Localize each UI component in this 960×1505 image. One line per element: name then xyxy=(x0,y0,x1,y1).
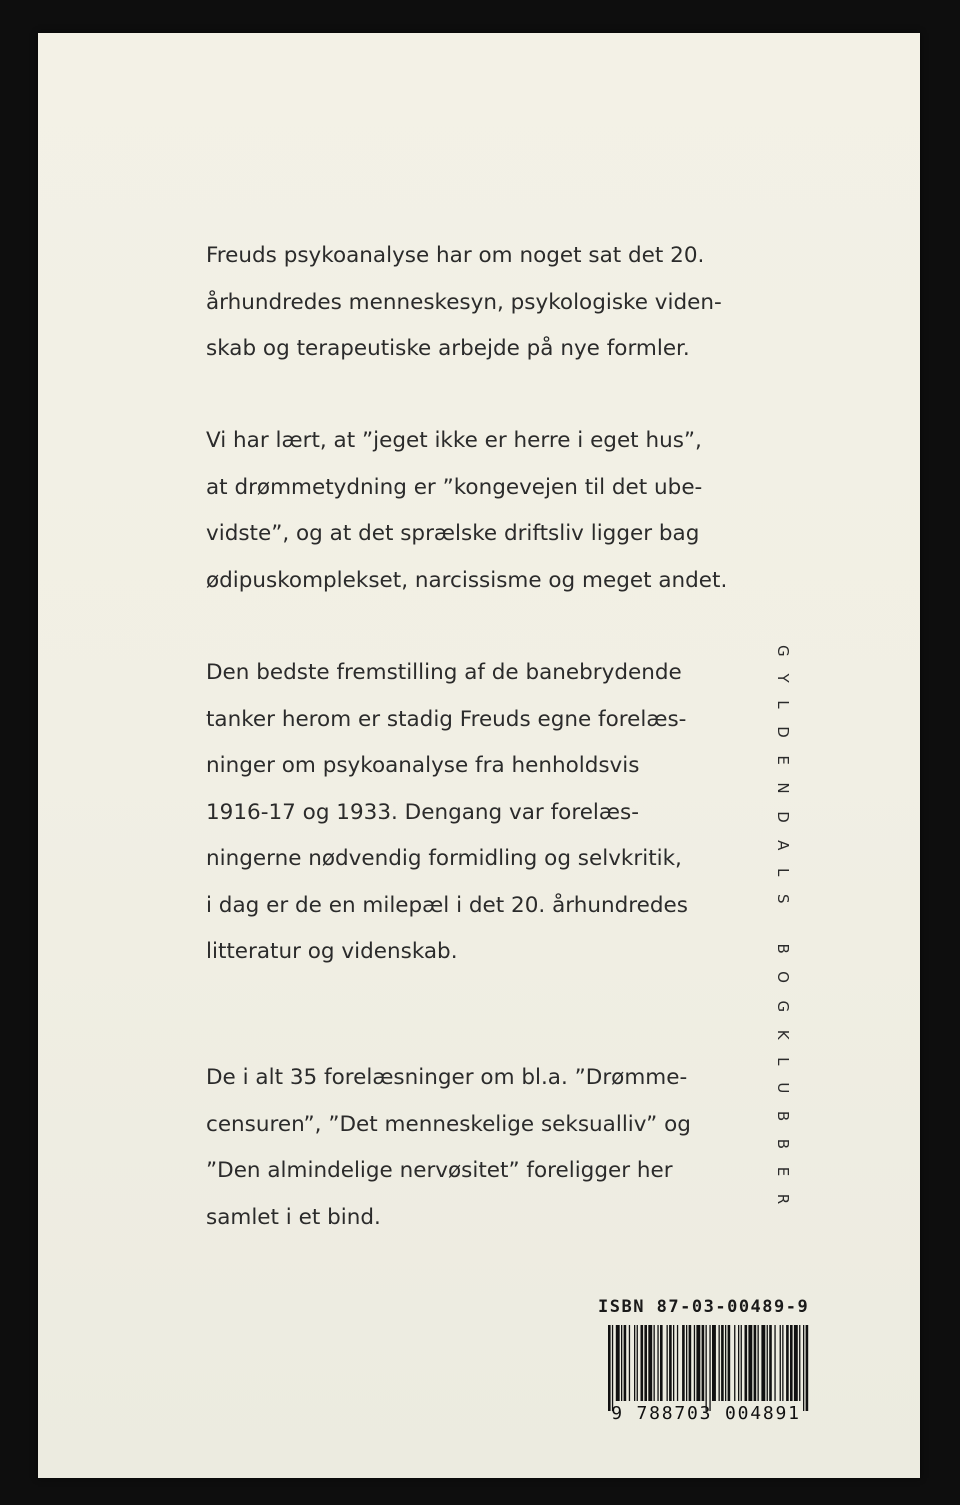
barcode-bar xyxy=(806,1325,809,1411)
barcode-bar xyxy=(745,1325,748,1401)
publisher-vertical-label xyxy=(768,645,798,1275)
barcode-bar xyxy=(644,1325,647,1401)
barcode-bar xyxy=(728,1325,731,1401)
barcode-bar xyxy=(738,1325,739,1401)
barcode-bar xyxy=(689,1325,692,1401)
barcode-bar xyxy=(608,1325,611,1411)
barcode-bar xyxy=(799,1325,800,1401)
barcode-bar xyxy=(741,1325,742,1401)
barcode-bar xyxy=(673,1325,674,1401)
isbn-number: ISBN 87-03-00489-9 xyxy=(598,1297,810,1317)
barcode-bar xyxy=(669,1325,672,1401)
blurb-paragraph-2: Vi har lært, at ”jeget ikke er herre i eget hus”, at drømmetydning er ”kongevejen til det ube- vidste”, og at det sprælske driftsliv ligger bag ødipuskomplekset, narcissisme og meget andet. xyxy=(206,428,728,593)
barcode-bar xyxy=(721,1325,724,1401)
barcode-bar xyxy=(629,1325,630,1401)
blurb-paragraph-3: Den bedste fremstilling af de banebrydende tanker herom er stadig Freuds egne forelæs- ninger om psykoanalyse fra henholdsvis 1916-17 og 1933. Dengang var forelæs- ningerne nødvendig formidling og selvkritik, i dag er de en milepæl i det 20. århundredes litteratur og videnskab. xyxy=(206,660,688,964)
barcode-bar xyxy=(774,1325,775,1401)
barcode-bar xyxy=(769,1325,772,1401)
publisher-name: GYLDENDALS BOGKLUBBER xyxy=(774,645,792,1222)
barcode xyxy=(600,1325,812,1427)
barcode-bar xyxy=(657,1325,658,1401)
barcode-bar xyxy=(803,1325,804,1411)
barcode-bar xyxy=(682,1325,685,1401)
barcode-bar xyxy=(660,1325,663,1401)
book-back-cover xyxy=(38,33,920,1478)
barcode-bar xyxy=(648,1325,652,1401)
barcode-bar xyxy=(758,1325,759,1401)
barcode-bar xyxy=(696,1325,700,1401)
blurb-paragraph-4: De i alt 35 forelæsninger om bl.a. ”Drømme- censuren”, ”Det menneskelige seksualliv” og ”Den almindelige nervøsitet” foreligger her samlet i et bind. xyxy=(206,1065,691,1230)
barcode-bar xyxy=(712,1325,716,1401)
barcode-digits: 9 788703 004891 xyxy=(611,1403,801,1424)
barcode-bar xyxy=(686,1325,687,1401)
barcode-bar xyxy=(767,1325,768,1401)
barcode-bar xyxy=(677,1325,678,1401)
barcode-bar xyxy=(719,1325,720,1401)
barcode-bar xyxy=(706,1325,707,1411)
barcode-bar xyxy=(786,1325,789,1401)
barcode-bar xyxy=(616,1325,620,1401)
barcode-bar xyxy=(748,1325,752,1401)
barcode-bar xyxy=(667,1325,668,1401)
barcode-bar xyxy=(637,1325,638,1401)
barcode-bar xyxy=(794,1325,798,1401)
barcode-bar xyxy=(790,1325,793,1401)
barcode-bar xyxy=(702,1325,705,1401)
barcode-bar xyxy=(782,1325,783,1401)
barcode-bar xyxy=(612,1325,613,1411)
barcode-bar xyxy=(709,1325,710,1411)
barcode-bar xyxy=(754,1325,757,1401)
barcode-bar xyxy=(761,1325,765,1401)
barcode-bar xyxy=(641,1325,644,1401)
barcode-bar xyxy=(654,1325,655,1401)
barcode-bar xyxy=(725,1325,726,1401)
barcode-bar xyxy=(734,1325,735,1401)
barcode-bar xyxy=(624,1325,627,1401)
blurb-paragraph-1: Freuds psykoanalyse har om noget sat det 20. århundredes menneskesyn, psykologiske viden- skab og terapeutiske arbejde på nye formler. xyxy=(206,243,722,361)
barcode-bar xyxy=(694,1325,695,1401)
barcode-bar xyxy=(621,1325,622,1401)
barcode-bar xyxy=(634,1325,635,1401)
barcode-bar xyxy=(780,1325,781,1401)
